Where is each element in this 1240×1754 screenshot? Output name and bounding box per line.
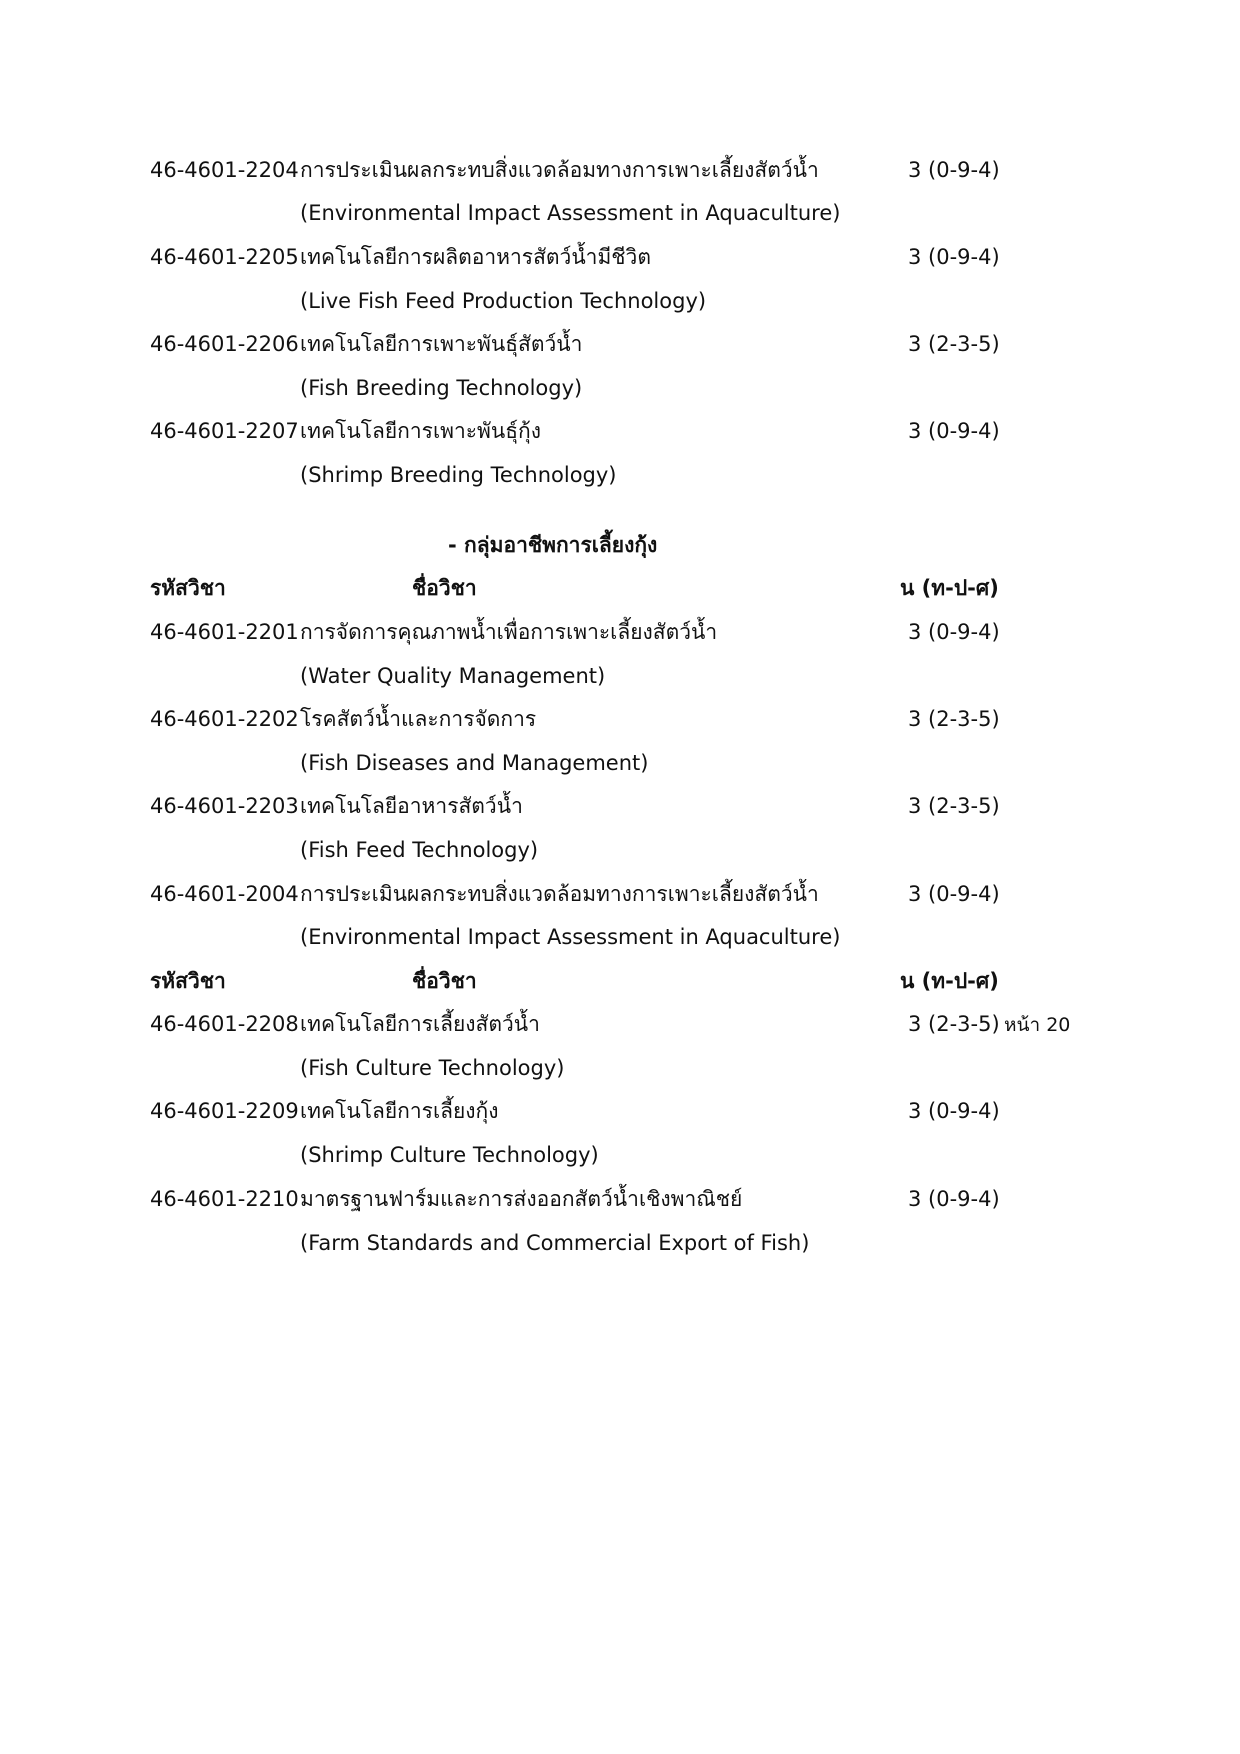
group-title: - กลุ่มอาชีพการเลี้ยงกุ้ง	[448, 533, 658, 557]
course-code: 46-4601-2207	[150, 419, 299, 443]
course-code: 46-4601-2208	[150, 1012, 299, 1036]
course-name-en: (Fish Feed Technology)	[300, 838, 539, 862]
course-name-en: (Live Fish Feed Production Technology)	[300, 289, 707, 313]
course-name-thai: การประเมินผลกระทบสิ่งแวดล้อมทางการเพาะเลี้ยงสัตว์น้ำ	[300, 158, 819, 182]
course-credit: 3 (0-9-4)	[908, 1099, 1000, 1123]
course-name-thai: เทคโนโลยีการเพาะพันธุ์กุ้ง	[300, 419, 542, 443]
course-credit: 3 (0-9-4)	[908, 158, 1000, 182]
course-code: 46-4601-2205	[150, 245, 299, 269]
course-code: 46-4601-2004	[150, 882, 299, 906]
course-credit: 3 (0-9-4)	[908, 1187, 1000, 1211]
course-credit: 3 (0-9-4)	[908, 882, 1000, 906]
course-credit: 3 (2-3-5)	[908, 794, 1000, 818]
course-credit: 3 (0-9-4)	[908, 245, 1000, 269]
course-name-en: (Farm Standards and Commercial Export of Fish)	[300, 1231, 810, 1255]
course-name-thai: เทคโนโลยีการเลี้ยงกุ้ง	[300, 1099, 499, 1123]
course-name-en: (Fish Breeding Technology)	[300, 376, 583, 400]
header-credit: น (ท-ป-ศ)	[900, 576, 999, 600]
course-code: 46-4601-2210	[150, 1187, 299, 1211]
course-name-en: (Shrimp Breeding Technology)	[300, 463, 617, 487]
header-credit: น (ท-ป-ศ)	[900, 969, 999, 993]
course-code: 46-4601-2202	[150, 707, 299, 731]
course-code: 46-4601-2201	[150, 620, 299, 644]
course-name-en: (Fish Culture Technology)	[300, 1056, 565, 1080]
course-credit: 3 (0-9-4)	[908, 419, 1000, 443]
page-number: หน้า 20	[1004, 1014, 1071, 1036]
header-code: รหัสวิชา	[150, 576, 226, 600]
course-name-en: (Fish Diseases and Management)	[300, 751, 649, 775]
course-code: 46-4601-2204	[150, 158, 299, 182]
course-name-en: (Water Quality Management)	[300, 664, 606, 688]
header-name: ชื่อวิชา	[412, 576, 477, 600]
course-name-thai: โรคสัตว์น้ำและการจัดการ	[300, 707, 537, 731]
course-name-thai: เทคโนโลยีการเลี้ยงสัตว์น้ำ	[300, 1012, 540, 1036]
course-name-thai: เทคโนโลยีอาหารสัตว์น้ำ	[300, 794, 523, 818]
course-code: 46-4601-2209	[150, 1099, 299, 1123]
course-credit: 3 (2-3-5)	[908, 332, 1000, 356]
course-name-thai: มาตรฐานฟาร์มและการส่งออกสัตว์น้ำเชิงพาณิชย์	[300, 1187, 743, 1211]
course-name-en: (Environmental Impact Assessment in Aquaculture)	[300, 201, 841, 225]
course-name-thai: การประเมินผลกระทบสิ่งแวดล้อมทางการเพาะเลี้ยงสัตว์น้ำ	[300, 882, 819, 906]
header-name: ชื่อวิชา	[412, 969, 477, 993]
course-name-en: (Shrimp Culture Technology)	[300, 1143, 599, 1167]
course-name-thai: การจัดการคุณภาพน้ำเพื่อการเพาะเลี้ยงสัตว์น้ำ	[300, 620, 718, 644]
course-credit: 3 (2-3-5)	[908, 1012, 1000, 1036]
course-credit: 3 (2-3-5)	[908, 707, 1000, 731]
course-credit: 3 (0-9-4)	[908, 620, 1000, 644]
course-code: 46-4601-2206	[150, 332, 299, 356]
header-code: รหัสวิชา	[150, 969, 226, 993]
course-name-en: (Environmental Impact Assessment in Aquaculture)	[300, 925, 841, 949]
course-code: 46-4601-2203	[150, 794, 299, 818]
course-name-thai: เทคโนโลยีการผลิตอาหารสัตว์น้ำมีชีวิต	[300, 245, 651, 269]
course-name-thai: เทคโนโลยีการเพาะพันธุ์สัตว์น้ำ	[300, 332, 583, 356]
